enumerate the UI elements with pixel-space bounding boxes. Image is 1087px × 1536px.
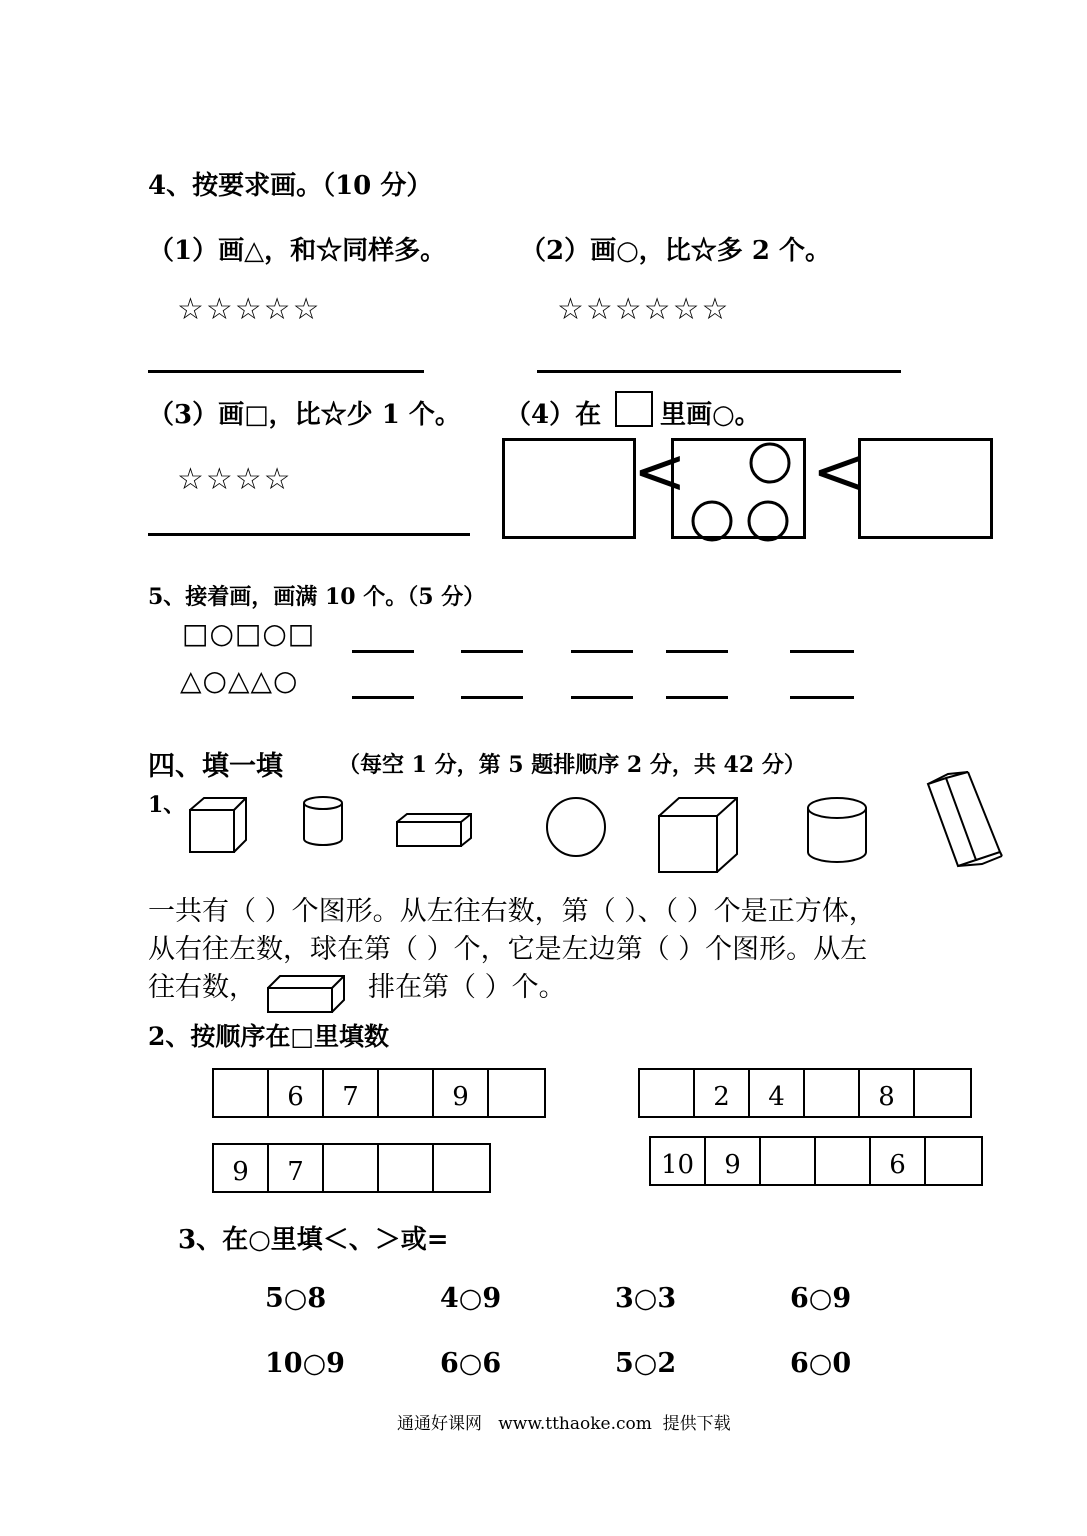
question-1-text-line1: 一共有（ ）个图形。从左往右数，第（ ）、（ ）个是正方体，	[148, 896, 876, 927]
blank-2-2[interactable]	[461, 696, 523, 699]
number-grid-4	[649, 1136, 983, 1186]
number-grid-2	[638, 1068, 972, 1118]
section4-title: 4、按要求画。（10 分）	[148, 171, 433, 201]
compare-item[interactable]: 6○6	[440, 1348, 502, 1379]
footer-credit: 通通好课网 www.tthaoke.com 提供下载	[397, 1414, 731, 1434]
answer-line-4-2[interactable]	[537, 370, 901, 373]
grid2-cell: 8	[860, 1070, 915, 1116]
question-3-title: 3、在○里填＜、＞或=	[178, 1225, 449, 1255]
less-than-sign-1: <	[633, 435, 687, 509]
answer-line-4-3[interactable]	[148, 533, 470, 536]
compare-item[interactable]: 6○9	[790, 1283, 852, 1314]
question-1-text-line3a: 往右数，	[148, 972, 256, 1003]
inline-cuboid-icon	[266, 974, 346, 1014]
grid4-cell[interactable]	[761, 1138, 816, 1184]
answer-box-left[interactable]	[502, 438, 636, 539]
compare-item[interactable]: 5○2	[615, 1348, 677, 1379]
cylinder-icon	[302, 796, 346, 848]
grid2-cell: 4	[750, 1070, 805, 1116]
grid1-cell[interactable]	[214, 1070, 269, 1116]
grid4-cell: 6	[871, 1138, 926, 1184]
grid3-cell[interactable]	[379, 1145, 434, 1191]
grid4-cell: 9	[706, 1138, 761, 1184]
blank-1-1[interactable]	[352, 650, 414, 653]
blank-1-4[interactable]	[666, 650, 728, 653]
question-4-1: （1）画△，和☆同样多。	[148, 236, 447, 266]
question-4-2: （2）画○，比☆多 2 个。	[520, 236, 831, 266]
cube-icon	[188, 796, 250, 856]
three-circles-icon	[674, 441, 804, 537]
blank-2-4[interactable]	[666, 696, 728, 699]
question-1-text-line2: 从右往左数，球在第（ ）个，它是左边第（ ）个图形。从左	[148, 934, 868, 965]
pattern-row-2: △○△△○	[180, 664, 299, 697]
question-4-4-prefix: （4）在	[505, 400, 602, 430]
blank-1-2[interactable]	[461, 650, 523, 653]
number-grid-1	[212, 1068, 546, 1118]
part4-title: 四、填一填	[148, 751, 283, 782]
question-2-title: 2、按顺序在□里填数	[148, 1022, 390, 1051]
large-cube-icon	[657, 796, 739, 874]
small-square-icon	[615, 391, 653, 427]
cuboid-icon	[395, 812, 475, 848]
less-than-sign-2: <	[812, 435, 866, 509]
question-1-label: 1、	[148, 792, 186, 818]
blank-2-3[interactable]	[571, 696, 633, 699]
grid2-cell[interactable]	[640, 1070, 695, 1116]
pattern-row-1: □○□○□	[182, 617, 316, 650]
blank-2-1[interactable]	[352, 696, 414, 699]
grid1-cell: 7	[324, 1070, 379, 1116]
grid2-cell[interactable]	[915, 1070, 970, 1116]
question-4-4-suffix: 里画○。	[660, 400, 761, 430]
compare-item[interactable]: 10○9	[265, 1348, 345, 1379]
compare-item[interactable]: 3○3	[615, 1283, 677, 1314]
blank-2-5[interactable]	[790, 696, 854, 699]
grid3-cell: 7	[269, 1145, 324, 1191]
stars-4-2: ☆☆☆☆☆☆	[557, 292, 731, 327]
grid3-cell[interactable]	[434, 1145, 489, 1191]
grid4-cell[interactable]	[926, 1138, 981, 1184]
blank-1-3[interactable]	[571, 650, 633, 653]
grid3-cell: 9	[214, 1145, 269, 1191]
grid4-cell: 10	[651, 1138, 706, 1184]
compare-item[interactable]: 4○9	[440, 1283, 502, 1314]
grid2-cell[interactable]	[805, 1070, 860, 1116]
grid2-cell: 2	[695, 1070, 750, 1116]
number-grid-3	[212, 1143, 491, 1193]
grid1-cell[interactable]	[489, 1070, 544, 1116]
answer-line-4-1[interactable]	[148, 370, 424, 373]
grid3-cell[interactable]	[324, 1145, 379, 1191]
large-cylinder-icon	[806, 796, 870, 864]
section5-title: 5、接着画，画满 10 个。（5 分）	[148, 584, 486, 610]
part4-score-note: （每空 1 分，第 5 题排顺序 2 分，共 42 分）	[338, 752, 806, 778]
grid4-cell[interactable]	[816, 1138, 871, 1184]
stars-4-1: ☆☆☆☆☆	[177, 292, 322, 327]
grid1-cell: 9	[434, 1070, 489, 1116]
grid1-cell[interactable]	[379, 1070, 434, 1116]
blank-1-5[interactable]	[790, 650, 854, 653]
tilted-cuboid-icon	[926, 772, 1006, 872]
compare-item[interactable]: 5○8	[265, 1283, 327, 1314]
answer-box-right[interactable]	[858, 438, 993, 539]
stars-4-3: ☆☆☆☆	[177, 462, 293, 497]
sphere-icon	[544, 795, 608, 859]
circle-box	[671, 438, 806, 539]
compare-item[interactable]: 6○0	[790, 1348, 852, 1379]
question-4-3: （3）画□，比☆少 1 个。	[148, 400, 461, 430]
question-1-text-line3b: 排在第（ ）个。	[368, 972, 566, 1003]
grid1-cell: 6	[269, 1070, 324, 1116]
